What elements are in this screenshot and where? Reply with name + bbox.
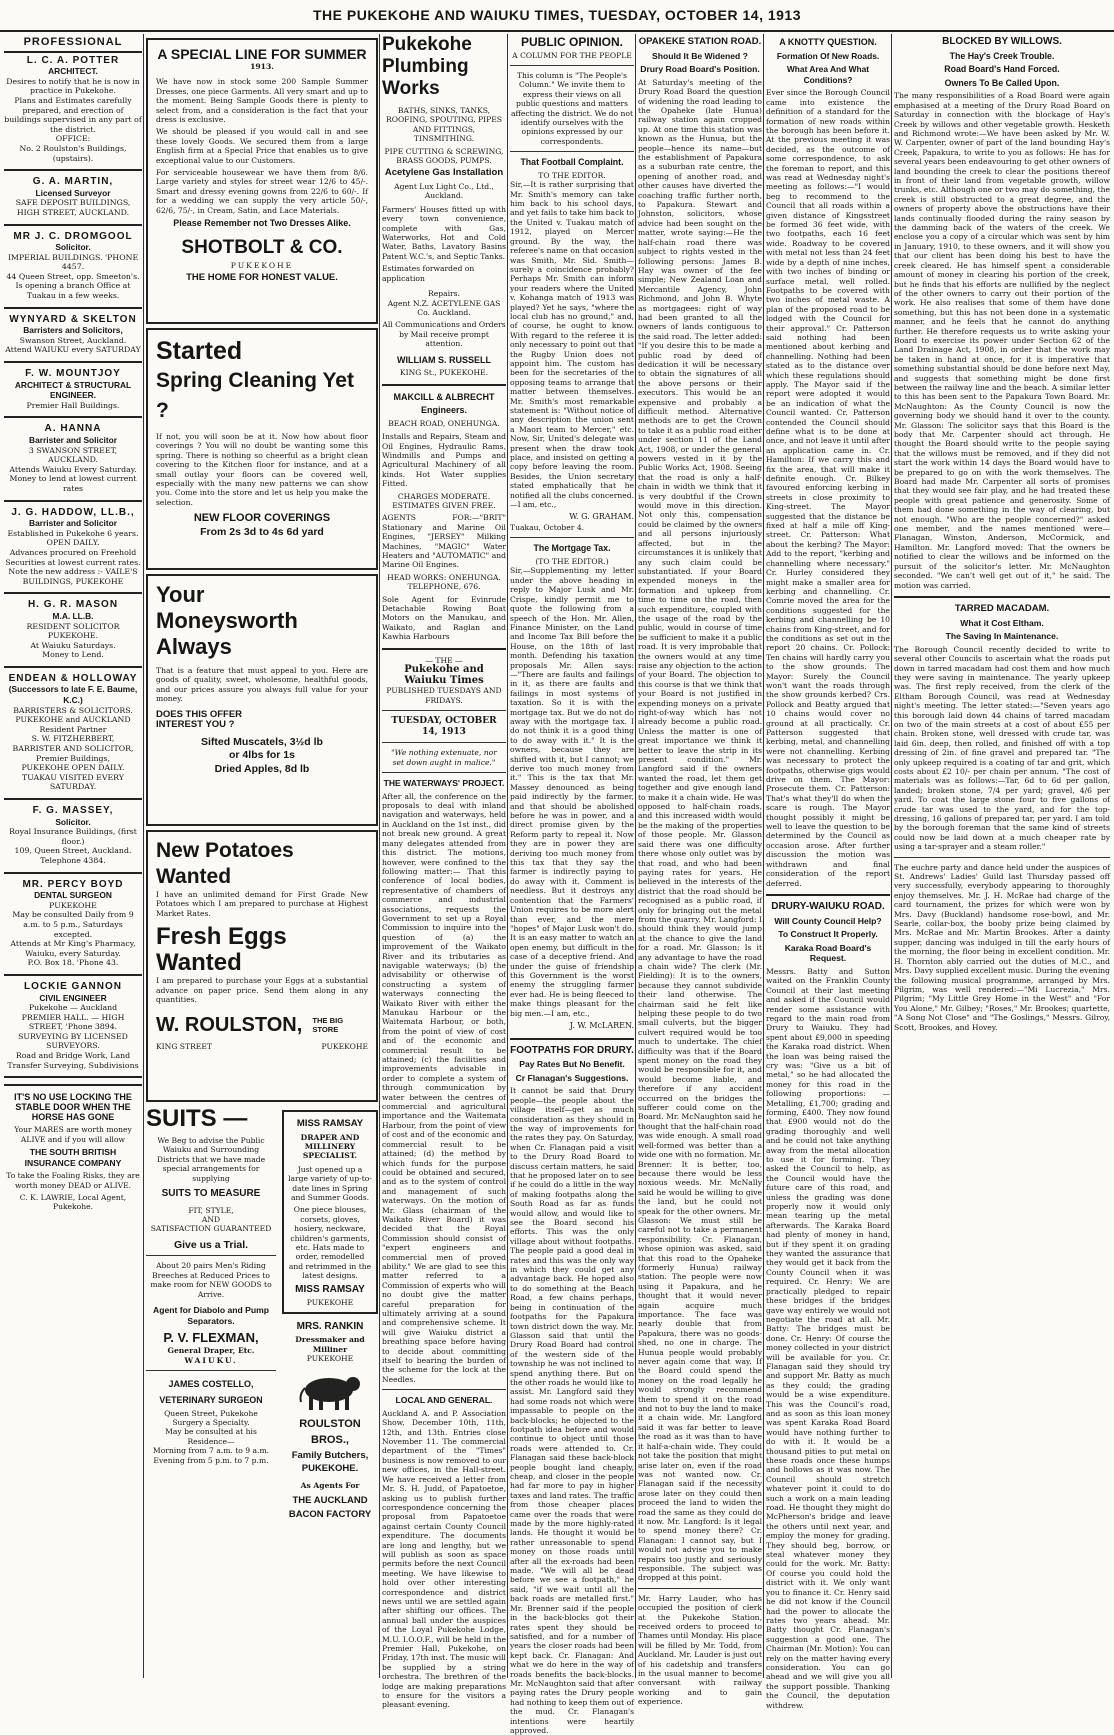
plumb-l5: Farmers' Houses fitted up with every town convenience, complete with Gas, Waterworks, Hot and Cold Water, Baths, Lavatory Basins Patent W.C.'s, and Septic Tanks. [382,204,506,261]
moneysworth-2: Moneysworth [156,608,298,633]
divider [4,1076,142,1078]
ramsay-ad [282,1110,378,1314]
willows-body: The many responsibilities of a Road Board were again emphasised at a meeting of the Drury Road Board on Saturday in connection with the blockage of Hay's Creek by willows and other vegetable growth. Hesketh and Richmond wrote:—We have been asked by Mr. W. W. Carpenter, owner of part of the land bounding Hay's Creek, Papakura, to write to you as follows: He has for several years been endeavouring to get other owners of land bounding the creek to clear the positions thereof in front of their land from vegetable growth, willow trunks, etc. Although one or two may do something, the creek is still obstructed to a great degree, and the owners of property above the obstructions have their lands continually flooded during the rainy season by the damming back of the waters of the creek. We enclose you a copy of a circular which was sent by him in January, 1910, to these owners, and it will show you that our client has been doing his best to have the creek cleared. He has himself spent a considerable amount of money in clearing his portion of the creek, but he finds that his efforts are nullified by the neglect of the other owners to carry out their portion of the work. He also realises that some of them have done something, but this has not been done in a systematic manner, and he feels that he cannot do anything further. He therefore requests us to write asking your Board to exercise its power under Section 62 of the Land Drainage Act, 1908, in order that the work may be taken in hand at once, for it is imperative that something substantial should be done before next May, and suggests that something might be done first between the railway line and the beach. A similar letter to this has been sent to the Papakura Town Board. Mr. McNaughton: As the County Council is now the governing body we should hand it over to the county. Mr. Glasson: The solicitor says that this Board is the body that Mr. Carpenter should act through. He thought the Board should write to the people saying that the willows must be removed, and if they did not start the work within 14 days the Board would have to be prepared to go on with the work themselves. The Board had made Mr. Carpenter all sorts of promises that they would see fair play, and he had treated these people with great patience and generosity. Some of them had done something in the way of clearing, but not enough. "Who are the people concerned?" asked one member, and the names mentioned were—Flanagan, Winston, Anderson, McCormick, and Hamilton. Mr. Langford moved: That the owners be notified to clear the willows and be informed on the pursuit of the solicitor's letter. Mr. McNaughton seconded. "We can't well get out of it," he said. The motion was carried. [894,91,1110,590]
flexman-firm: P. V. FLEXMAN, [163,1330,259,1346]
card-line: Attend WAIUKU every SATURDAY [5,345,141,355]
card-name: F. W. MOUNTJOY [25,368,121,380]
card-line: Attends at Mr King's Pharmacy, Waiuku, every Saturday. [10,939,136,958]
column-rule [635,34,636,1678]
knotty-column [766,34,890,1710]
vet-l4: Morning from 7 a.m. to 9 a.m. [152,1446,270,1456]
card-line: Established in Pukekohe 6 years. [7,528,139,538]
advertising-column [146,34,378,1678]
card-line: Attends Waiuku Every Saturday. [9,464,137,474]
professional-header: PROFESSIONAL [4,37,142,53]
card-line: Royal Insurance Buildings, (first floor.) [9,827,137,846]
moneysworth-ad [146,574,378,826]
moneysworth-3: Always [156,634,232,659]
flexman-sub: General Draper, Etc. [167,1346,255,1356]
makcill-sole: Sole Agent for Evinrude Detachable Rowing Boat Motors on the Manukau, and Waikato, and Raglan and Kawhia Harbours [382,594,506,642]
card-line: PUKEKOHE and AUCKLAND [15,715,131,725]
column-rule [143,34,144,1678]
rankin-name: MRS. RANKIN [296,1320,364,1332]
opakeke-column [638,34,763,1707]
ramsay-body: Just opened up a large variety of up-to-date lines in Spring and Summer Goods. [288,1164,372,1203]
card-line: S. W. FITZHERBERT, [31,734,115,744]
card-title: DENTAL SURGEON [34,890,112,901]
card-line: PUKEKOHE [49,900,97,910]
summer-year: 1913. [250,62,274,71]
drury-sub-3: Karaka Road Board's Request. [784,942,872,964]
card-title: Barristers and Solicitors, [23,325,123,336]
tarred-body: The Borough Council recently decided to write to several other Councils to ascertain what the roads put down in tarred macadam had cost them and how much they were saving in maintenance. The yearly upkeep was. The first reply received, from the clerk of the Eltham Borough Council, was read at Wednesday night's meeting. The letter stated:—"Seven years ago this borough laid down 44 chains of tarred macadam on two of the main streets at a cost of about £55 per chain. Broken stone, well dressed with crude tar, was laid 6in. deep, then rolled, and finished off with a top dressing of 2in. of fine gravel and prepared tar. "The only upkeep required is a coating of tar and grit, which costs about £2 10/- per chain per annum. "The cost of materials was as follows:—Tar, 6d to 6d per gallon, landed; broken stone, 7/4 per yard; gravel, 4/6 per yard. To coat the large stone four to five gallons of crude tar was used to the yard, and for the top-dressing, 16 gallons of prepared tar, per yard. I am told by the borough foreman that the same kind of streets could now be laid down at a much cheaper rate by using a tar-sprayer and a steam roller." [894,644,1110,852]
knotty-sub: Formation Of New Roads. [776,50,880,61]
roulston-town: PUKEKOHE [321,1042,368,1052]
plumb-l8: Agent N.Z. ACETYLENE GAS Co. Auckland. [387,298,501,317]
big-store-tag [312,1016,343,1035]
tarred-sub: What it Cost Eltham. [960,617,1044,628]
professional-card [4,674,142,792]
divider [510,65,634,66]
professional-card [4,508,142,587]
willows-sub: The Hay's Creek Trouble. [949,50,1055,61]
rankin-town: PUKEKOHE [306,1354,354,1364]
masthead: THE PUKEKOHE AND WAIUKU TIMES, TUESDAY, OCTOBER 14, 1913 [0,0,1114,32]
insurance-company: THE SOUTH BRITISH INSURANCE COMPANY [24,1147,122,1168]
card-name: ENDEAN & HOLLOWAY [8,672,138,684]
card-line: Road and Bridge Work, Land Transfer Surveying, Subdivisions [7,1051,139,1070]
plumbing-column [382,34,506,1710]
plumbing-title-3: Works [382,78,440,99]
card-title: Barrister and Solicitor [29,435,117,445]
vet-name: JAMES COSTELLO, [168,1379,254,1390]
russell-addr: KING St., PUKEKOHE. [399,368,489,378]
offer-line-1: DOES THIS OFFER [156,708,243,720]
football-body: Sir,—It is rather surprising that Mr. Smith's memory can take him back to his school days, and yet fails to take him back to the United v. Tuakau match of 1912, played on Mercer ground. By the way, the referee's name on that occasion was Smith, Mr. Sid. Smith—surely a coincidence probably? Perhaps Mr. Smith can inform your readers where the United v. Kohanga match of 1913 was played? Yet he says, "where the local club has no ground," and, of course, he ought to know. With regard to the referee it is only necessary to point out that the Rugby Union does not appoint him. The custom has been for the secretaries of the opposing teams to arrange that matter between themselves. Mr. Smith's most remarkable statement is: "Without notice of any description the union sent a Maori team to Mercer," etc. Now, Sir, United's delegate was present when the draw took place, and insisted on getting a copy before leaving the room. Besides, the Union secretary stated emphatically that he notified all the clubs concerned.—I am, etc., [510,180,634,510]
spring-title-2: Spring Cleaning Yet ? [156,369,354,422]
right-small-ads [282,1106,378,1523]
professional-card [4,806,142,866]
divider [4,974,142,976]
card-line: TUAKAU VISITED EVERY SATURDAY. [22,772,124,792]
footpaths-sub-2: Cr Flanagan's Suggestions. [515,1072,629,1083]
card-line: May be consulted Daily from 9 a.m. to 5 p.m., Saturdays excepted. [12,910,134,939]
card-line: Desires to notify that he is now in practice in Pukekohe. [6,76,140,96]
makcill-agents: AGENTS FOR:—"BRIT" Stationary and Marine Oil Engines, "JERSEY" Milking Machines, "MAGIC" Water Heaters and "AUTOMATIC" and Marine Oil Engines. [382,513,506,570]
opakeke-sub: Should It Be Widened ? [652,50,748,61]
professional-card [4,424,142,493]
butchers-l1: As Agents For [300,1480,360,1490]
card-title: (Successors to late F. E. Baume, K.C.) [8,684,138,706]
professional-column [4,34,142,1678]
knotty-headline: A KNOTTY QUESTION. [779,37,877,47]
vet-l1: Queen Street, Pukekohe [164,1408,258,1418]
opakeke-sub-2: Drury Road Board's Position. [640,64,760,75]
drury-headline: DRURY-WAIUKU ROAD. [771,900,885,912]
divider [382,1389,506,1390]
card-name: H. G. R. MASON [27,599,119,611]
plumbing-title-1: Pukekohe [382,34,472,55]
suits-l1: We Beg to advise the Public Waiuku and Surrounding Districts that we have made special arrangements for supplying [156,1136,266,1183]
summer-p3: For serviceable housewear we have them from 8/6. Large variety and styles for street wear 12/6 to 45/-. Smart and dressy evening gowns from 22/6 to 60/-. If for a wedding we can supply the very article 50/-, 62/6, 75/-, in Cream, Satin, and Lace Materials. [156,168,368,215]
butchers-l2: THE AUCKLAND [292,1495,368,1507]
card-title: M.A. LL.B. [52,610,94,621]
divider [4,872,142,874]
suits-l8: Agent for Diabolo and Pump Separators. [152,1305,269,1326]
card-line: IMPERIAL BUILDINGS. 'PHONE 4457. [7,252,139,272]
divider [766,894,890,896]
butchers-name: ROULSTON BROS., [299,1417,361,1446]
insurance-headline: IT'S NO USE LOCKING THE STABLE DOOR WHEN THE HORSE HAS GONE [14,1092,132,1123]
plumb-l4: Agent Lux Light Co., Ltd., Auckland. [394,182,494,201]
professional-card [4,232,142,301]
suits-l6: Give us a Trial. [173,1238,249,1251]
professional-card [4,315,142,355]
card-line: Telephone 4384. [40,855,106,865]
eggs-body: I am prepared to purchase your Eggs at a substantial advance on paper price. Send them along in any quantities. [156,976,368,1005]
public-opinion-intro: This column is "The People's Column." We invite them to express their views on all public questions and matters affecting the district. We do not identify ourselves with the opinions expressed by our correspondents. [510,71,634,146]
ox-illustration [295,1368,365,1412]
flexman-town: WAIUKU. [184,1355,238,1365]
card-line: Premier Hall Buildings. [26,400,120,410]
divider [382,648,506,650]
willows-sub-2: Road Board's Hand Forced. [944,64,1060,75]
mortgage-to: (TO THE EDITOR.) [535,557,609,567]
card-title: Solicitor. [55,242,91,253]
divider [4,307,142,309]
big-store-2: STORE [312,1025,339,1035]
paper-pub: PUBLISHED TUESDAYS AND FRIDAYS. [386,686,502,705]
suits-l5: SATISFACTION GUARANTEED [150,1224,272,1234]
makcill-name: MAKCILL & ALBRECHT [393,391,495,402]
summer-p1: We have now in stock some 200 Sample Summer Dresses, one piece Garments. All very smart and up to the moment. Being Sample Goods there is plenty to select from, and a consideration is the fact that your dress is exclusive. [156,77,368,125]
divider [510,151,634,152]
card-title: ARCHITECT. [48,66,98,77]
card-line: RESIDENT SOLICITOR [26,621,120,631]
waterways-headline: THE WATERWAYS' PROJECT. [383,778,505,789]
divider [382,384,506,386]
roulston-name: W. ROULSTON, [156,1014,303,1037]
public-opinion-column [510,34,634,1735]
card-line: 44 Queen Street, opp. Smeeton's. [6,271,140,281]
card-line: SAFE DEPOSIT BUILDINGS, HIGH STREET, AUCKLAND. [15,198,131,217]
spring-cleaning-ad [146,328,378,570]
floor-price: From 2s 3d to 4s 6d yard [200,525,324,538]
column-rule [891,34,892,1678]
mortgage-signature: J. W. McLAREN. [569,1020,634,1030]
drury-sub: Will County Council Help? [774,915,882,926]
shotbolt-firm: SHOTBOLT & CO. [181,236,343,258]
roulston-address [156,1042,368,1051]
insurance-body: Your MARES are worth money ALIVE and if you will allow [14,1125,132,1144]
knotty-body: Ever since the Borough Council came into existence the definition of a standard for the formation of new roads within the borough has been before it. At the previous meeting it was decided, as the outcome of some correspondence, to ask the foreman to report, and this was read at Wednesday night's meeting as follows:—"I would beg to recommend to the Council that all roads within a given distance of Kingsstreet be formed 36 feet wide, with two footpaths, each 16 feet wide. Roadway to be covered with metal not less than 24 feet wide by a depth of nine inches, with two inches of binding or surface metal, well rolled. Footpaths to be covered with two inches of metal waste. A plan of the proposed road to be lodged with the Council for their approval." Cr. Patterson said nothing had been mentioned about kerbing and channelling. Nothing had been stated as to the distance over which these regulations should apply. The Mayor said if the report were adopted it would be an indication of what the Council wanted. Cr. Patterson contended the Council should define what is to be done at once, and not leave it until after an application came in. Cr. Hamilton: If we carry this and fix the area, that will make it definite enough. Cr. Bilkey favoured enforcing kerbing in streets in close proximity to King-street. The Mayor suggested that the distance be fixed at half a mile off King-street. Cr. Patterson: What about the kerbing? The Mayor: Add to the report, "kerbing and channelling where necessary." Cr. Hurley considered they might make a smaller area for kerbing and channelling. Cr. Comrie moved the area for the conditions suggested for the kerbing and channelling be 10 chains from King-street, and for the conditions as set out in the report 20 chains. Cr. Pollock: Ten chains will hardly carry you to the show grounds. The Mayor: Surely the Council won't want the roads through the show grounds kerbed? Crs. Pollock and Beatty argued that 10 chains would cover no ground at all practically. Cr. Patterson suggested that kerbing, metal, and channelling were not channelling. Kerbing was necessary to protect the footpaths, otherwise gigs would drive on them. The Mayor: Prosecute them. Cr. Patterson: That's what they'll do when the scare is rough. The Mayor thought possibly it might be well to leave the question to be determined by the Council as occasion arose. After further discussion the motion was withdrawn and final consideration of the report deferred. [766,88,890,888]
card-line: Note the new address :- VAILE'S BUILDINGS, PUKEKOHE [8,567,138,586]
column-rule [763,34,764,1678]
divider [510,1038,634,1040]
divider [4,169,142,171]
suits-ad [146,1106,276,1523]
card-line: 3 SWANSON STREET, AUCKLAND. [28,445,118,465]
suits-l4: AND [201,1215,221,1225]
football-signature: W. G. GRAHAM. [569,512,634,522]
card-line: No. 2 Roulston's Buildings, (upstairs). [19,143,127,163]
professional-card [4,982,142,1070]
suits-title: SUITS — [146,1105,248,1132]
opakeke-headline: OPAKEKE STATION ROAD. [638,36,762,47]
motto-2: set down aught in malice." [392,757,496,767]
roulston-signature [156,1012,368,1038]
divider [510,537,634,538]
insurance-agent: C. K. LAWRIE, Local Agent, Pukekohe. [19,1193,127,1212]
makcill-head: HEAD WORKS: ONEHUNGA. TELEPHONE, 676. [387,572,501,592]
euchre-paragraph: The euchre party and dance held under the auspices of St. Andrews' Ladies' Guild last Thursday passed off very successfully, everybody appearing to thoroughly enjoy themselves. Mr. J. H. McRae had charge of the card tournament, the prizes for which were won by Mrs. Davy (Buckland) handsome rose-bowl, and Mr. Searle, collar-box, the booby prize being claimed by Mrs. McRae and Mr. Martin Brookes. After a dainty supper, dancing was indulged in till the early hours of the morning, the floor being in excellent condition. Mr. H. Thornton ably carried out the duties of M.C., and Mrs. Davy supplied excellent music. During the evening the following musical programme, arranged by Mrs. Pilgrim, was well rendered:—"Mi Lucrezia," Mrs. Pilgrim; "My Little Grey Home in the West" and "For You Alone," Mr. Gilbey; "Roses," Mr. Brookes; quartette, "A Song Not Close" and "The Goslings," Messrs. Gilroy, Scott, Brookes, and Hovey. [894,862,1111,1032]
professional-card [4,369,142,410]
card-line: PUKEKOHE. [47,631,99,641]
card-line: PREMIER HALL. — HIGH STREET, 'Phone 3894. [21,1012,125,1032]
footpaths-body: It cannot be said that Drury people—the people about the village itself—get as much consideration as they should in the way of improvements for the rates they pay. On Saturday, when Cr. Flanagan paid a visit to the Drury Road Board to discuss certain matters, he said that he proposed later on to see if he could do a little in the way of making footpaths along the South Road as far as funds would allow, and would like to see the Board second his efforts. This was the only village about without footpaths. The people paid a good deal in rates and this was the only way in which they could get any advantage back. He hoped also to do something at the Beach Road, a few chains perhaps, being in continuation of the footpaths for the Papakura town district down the way. Mr. Glasson said that until the Drury Road Board had control of the western side of the township he was not inclined to spend anything there. But on the other roads he would like to assist. Mr. Langford said they had some roads not which were impassable to people on the back-blocks; he objected to the footpath idea before and would continue to object until those roads were attended to. Cr. Flanagan said these back-block people bought land cheaply, cheap, and closer in the people had far more to pay in higher taxes and land rates. The traffic from those cheaper places came over the roads that were made by the more highly-rated lands. He thought it would be rather unreasonable to spend money on those roads until after all the ex-roads had been made. "We will all be dead before we see a footpath," he said, "if we wait until all the back roads are metalled first." Mr. Brenner said if the people in the back-blocks got their rates spent they should be satisfied, and for a number of years the closer roads had been kept back. Cr. Flanagan: And what we do here in the way of roads benefits the back-blocks. Mr. McNaughton said that after paying rates the Drury people had nothing to keep them out of the mud. Cr. Flanagan's intentions were heartily approved. [510,1086,634,1735]
shotbolt-slogan: THE HOME FOR HONEST VALUE. [186,272,338,284]
vet-l3: May be consulted at his Residence— [165,1427,257,1446]
ramsay-name: MISS RAMSAY [296,1118,364,1129]
plumb-l1: BATHS, SINKS, TANKS, ROOFING, SPOUTING, PIPES AND FITTINGS, TINSMITHING. [386,106,502,144]
mortgage-headline: The Mortgage Tax. [533,543,611,554]
suits-l2: SUITS TO MEASURE [161,1188,261,1200]
muscatels-bulk: or 4lbs for 1s [229,749,295,762]
offer-line-2: INTEREST YOU ? [156,719,235,731]
divider [382,742,506,743]
local-body: Auckland A. and P. Association Show, December 10th, 11th, 12th, and 13th. Entries close November 11. The commercial department of the "Times" business is now removed to our new offices, in the Hall-street. We have received a letter from Mr. S. H. Judd, of Papatoetoe, asking us to publish further correspondence concerning the proposal from Papatoetoe against certain County Council expenditure. The documents are long and lengthy, but we will publish as soon as space permits before the next Council meeting. We have likewise to hold over other interesting correspondence and district news until we are settled again after shifting our offices. The annual ball under the auspices of the Loyal Pukekohe Lodge, M.U. I.O.O.F., will be held in the Premier Hall, Pukekohe, on Friday, 17th inst. The music will be supplied by a string orchestra. The brethren of the lodge are making preparations to ensure for the visitors a pleasant evening. [382,1408,506,1710]
divider [4,592,142,594]
divider [638,1588,762,1589]
roulston-store-ad [146,830,378,1102]
summer-dresses-ad [146,38,378,324]
apples-price: Dried Apples, 8d lb [214,763,310,775]
divider [4,224,142,226]
ramsay-name-2: MISS RAMSAY [295,1283,365,1295]
footpaths-headline: FOOTPATHS FOR DRURY. [510,1044,634,1056]
column-rule [379,34,380,1678]
suits-l7: About 20 pairs Men's Riding Breeches at Reduced Prices to make room for NEW GOODS to Arrive. [150,1261,272,1299]
moneysworth-body: That is a feature that must appeal to you. Here are goods of quality, sweet, wholesome, healthful goods, and our prices assure you always full value for your money. [156,666,368,704]
vet-l2: Surgery a Specialty. [172,1418,250,1428]
card-name: J. G. HADDOW, LL.B., [11,506,135,518]
ramsay-body-2: One piece blouses, corsets, gloves, hosiery, neckware, children's garments, etc. Hats made to order, remodelled and retrimmed in the latest designs. [288,1205,372,1281]
divider [894,857,1110,858]
footpaths-sub-1: Pay Rates But No Benefit. [519,1059,625,1070]
card-line: BARRISTER AND SOLICITOR, [12,744,134,754]
tarred-sub-2: The Saving In Maintenance. [945,631,1059,642]
spring-title-1: Started [156,337,243,365]
lower-ads [146,1106,378,1523]
waterways-body: After all, the conference on the proposals to deal with inland navigation and waterways, held in Auckland on the 1st inst., did not break new ground. A great many delegates attended from this district. The motions, however, were confined to the following matter:— That this conference of local bodies, representative of chambers of commerce and industrial associations, requests the Government to set up a Royal Commission to inquire into the question of (a) the improvement of the Waikato River and its tributaries as navigable waterways; (b) the advisability or otherwise of constructing a system of waterways connecting the Waikato River with either the Manukau Harbour or the Waitemata Harbour, or both, from the point of view of cost and of the economic and commercial result to be attained; (c) the facilities and improvements advisable in order to complete a system of through communication by water between the centres of commercial and agricultural importance and the Waitemata Harbour, from the point of view of cost and of the economic and commercial result to be attained; (d) the method by which funds for the purpose could be obtained and secured, and as to the system of control and management of such waterways. On the motion of Mr. Glass (chairman of the Waikato River Board) it was decided that the Royal Commission should consist of "expert engineers and commercial men of proved ability." We are glad to see this matter referred to a Commission of experts who will no doubt give the matter careful preparation for ultimately arriving at a sound and comprehensive scheme. It will give Waiuku district a breathing space before having to decide about committing itself to bearing the burden of the scheme for the lock at the Needles. [382,791,506,1384]
makcill-est: CHARGES MODERATE. ESTIMATES GIVEN FREE. [392,491,496,510]
potatoes-body: I have an unlimited demand for First Grade New Potatoes which I am prepared to purchase at Highest Market Rates. [156,890,368,918]
ramsay-sub: DRAPER AND MILLINERY SPECIALIST. [300,1132,360,1161]
card-line: BARRISTERS & SOLICITORS. [13,705,133,715]
professional-cards [4,56,142,1079]
potatoes-title: New Potatoes Wanted [156,839,294,888]
local-headline: LOCAL AND GENERAL. [395,1395,493,1406]
drury-body: Messrs. Batty and Sutton waited on the Franklin County Council at their last meeting and asked if the Council would render some assistance with regard to the main road from Drury to Waiuku. They had spent about £9,000 in speeding the Karaka road district. When the loan was being raised the cry was: "Give us a bit of metal," so he had allocated the money for this road in the following proportions: —Metalling, £1,700; grading and forming, £400. They now found that £900 would not do the grading thoroughly and well and he could not take anything away from the metal allocation to use it for forming. They asked the Council to help, as the Council would have the future care of this road, and unless the grading was done properly now it would only mean tearing up the metal afterwards. The Karaka Board had plenty of money in hand, but if they spent it on grading they wanted the assurance that they would get it back from the County Council when it was required. Cr. Henry: We are practically pledged to repair these bridges if the bridges gave way entirely we would not negotiate the road at all. Mr. Batty: The bridges must be done. Cr. Henry: Of course the money collected in your district will be available for you. Cr. Flanagan said they should try and support Mr. Batty as much as they could; the grading would be a wise expenditure. This was the Council's road, and as soon as this loan money was spent Karaka Road Board would have nothing further to do with it. It would be a thousand pities to put metal on these roads once these humps and hollows as it was now. The Council should stretch whatever point it could to do such a work on a main leading road. He thought they might do McPherson's bridge and leave the others until next year, and employ the money for grading. They should beg, borrow, or steal whatever money they could for the work. Mr. Batty: Of course you could hold the district with it. We only want you to finance it. Cr. Henry said he did not know if the Council had the power to allocate the rates two years ahead. Mr. Batty thought Cr. Flanagan's suggestion a good one. The Chairman (Mr. Motion): You can rely on the matter having every consideration. You can go ahead and we will give you all the support possible. Thanking the Council, the deputation withdrew. [766,966,890,1710]
card-title: Licensed Surveyor [35,187,111,198]
mortgage-body: Sir,—Supplementing my letter under the above heading in reply to Major Lusk and Mr. Crispe, kindly permit me to quote the following from a speech of the Hon. Mr. Allen, Finance Minister, on the Land and Income Tax Bill before the House, on the 18th of last month. Defending his taxation proposals Mr. Allen says:—"There are faults and failings in it, as there are faults and failings in most systems of taxation. So it is with the mortgage tax. But we do not do away with the mortgage tax. I do not think it is a good thing to do away with it." It is the owners, because they are shifted with it, but I cannot; we derive too much money from it." This is the tax that Mr. Massey denounced as being paid indirectly by the farmer, and that should be abolished before he was in power, and a direct promise given by the Reform party to repeal it. Now they are in power they are deriving too much money from this tax that they say the farmer is indirectly paying to do away with it. Comment is needless. But it destroys any contention that the Farmers' Union requires to be more alert than ever, and the mere "hopes" of Major Lusk won't do. It is an easy matter to watch an open enemy, but difficult in the case of a deceptive friend. And under the guise of friendship this Government is the worst enemy the struggling farmer ever had. He is being fleeced to make things pleasant for the big men.—I am, etc., [510,566,634,1018]
floor-coverings: NEW FLOOR COVERINGS [193,512,331,525]
makcill-addr: BEACH ROAD, ONEHUNGA. [388,418,500,428]
card-name: WYNYARD & SKELTON [9,313,137,325]
makcill-body: Installs and Repairs, Steam and Oil Engines, Hydraulic Rams, Windmills and Pumps and Agricultural Machinery of all kinds. Hot Water supplies Fitted. [382,432,506,489]
divider [146,1255,276,1256]
plumb-l7: Repairs. [428,289,460,299]
card-name: G. A. MARTIN, [32,176,114,188]
butchers-town: PUKEKOHE. [301,1463,359,1475]
card-line: Money to Lend. [42,650,104,660]
summer-p2: We should be pleased if you would call in and see these lovely Goods. We secured them from a large English firm at a Special Price that enables us to give exceptional value to our Customers. [156,127,368,165]
public-opinion-headline: PUBLIC OPINION. [520,35,623,49]
card-title: Solicitor. [55,816,91,827]
card-line: Premier Buildings, [35,753,110,763]
eggs-title: Fresh Eggs Wanted [156,923,287,977]
card-title: CIVIL ENGINEER [39,992,107,1003]
card-name: L. C. A. POTTER [26,54,120,66]
paper-date: TUESDAY, OCTOBER 14, 1913 [391,716,497,737]
card-line: Money to lend at lowest current rates [9,474,137,493]
makcill-sub: Engineers. [420,405,467,416]
card-line: PUKEKOHE OPEN DAILY. [21,763,125,773]
card-line: Advances procured on Freehold Securities at lowest current rates. [5,547,141,567]
professional-card [4,56,142,164]
spring-body: If not, you will soon be at it. Now how about floor coverings ? You will no doubt be wanting some this spring. There is nothing so cheerful as a bright clean covering to the Kitchen floor for instance, and at a small outlay your floors can be covered well, especially with the many new patterns we can show you. Come into the store and let us help you make the selection. [156,432,368,507]
divider [382,772,506,773]
card-line: OFFICE: [55,134,91,144]
football-headline: That Football Complaint. [520,157,624,168]
card-line: At Waiuku Saturdays. [30,640,116,650]
plumbing-title-2: Plumbing [382,56,469,77]
divider [4,416,142,418]
knotty-sub-2: What Area And What Conditions? [786,64,870,85]
willows-sub-3: Owners To Be Called Upon. [944,77,1060,88]
card-name: MR J. C. DROMGOOL [13,230,133,242]
vet-l5: Evening from 5 p.m. to 7 p.m. [153,1455,269,1465]
butchers-sub: Family Butchers, [291,1449,369,1461]
card-line: Resident Partner [39,724,107,734]
football-place: Tuakau, October 4. [510,523,585,533]
russell-firm: WILLIAM S. RUSSELL [397,354,491,365]
card-name: A. HANNA [44,423,102,435]
card-line: P.O. Box 18. 'Phone 43. [27,958,119,968]
card-name: LOCKIE GANNON [24,980,122,992]
plumb-l3: Acetylene Gas Installation [384,167,504,179]
divider [382,710,506,711]
plumb-l9: All Communications and Orders by Mail receive prompt attention. [382,320,506,349]
divider [4,798,142,800]
card-title: ARCHITECT & STRUCTURAL ENGINEER. [14,379,132,401]
plumb-l2: PIPE CUTTING & SCREWING, BRASS GOODS, PUMPS. [384,146,504,166]
card-line: Pukekohe — Auckland [28,1003,118,1013]
tarred-headline: TARRED MACADAM. [954,602,1050,614]
card-line: SURVEYING BY LICENSED SURVEYORS. [18,1031,128,1051]
lauder-paragraph: Mr. Harry Lauder, who has occupied the position of clerk at the Pukekohe Station, received orders to proceed to Thames until Monday. His place will be filled by Mr. Todd, from Auckland. Mr. Lauder is just out of his cadetship and transfers in the usual manner to become conversant with railway working and to gain experience. [638,1593,762,1707]
card-line: Swanson Street, Auckland. [19,335,127,345]
divider [4,666,142,668]
divider [146,1370,276,1371]
card-line: 109, Queen Street, Auckland. [14,846,132,856]
divider [4,361,142,363]
moneysworth-1: Your [156,582,205,607]
professional-card [4,177,142,217]
plumb-l6: Estimates forwarded on application [382,264,475,283]
divider [894,596,1110,598]
suits-l3: FIT, STYLE, [188,1205,234,1215]
motto-1: "We nothing extenuate, nor [391,748,497,758]
professional-card [4,880,142,968]
professional-card [4,600,142,660]
summer-title: A SPECIAL LINE FOR SUMMER [157,46,367,62]
summer-p4: Please Remember not Two Dresses Alike. [173,218,351,229]
drury-sub-2: To Construct It Properly. [778,929,878,940]
card-line: Is opening a branch Office at Tuakau in a few weeks. [15,281,131,301]
column-rule [507,34,508,1678]
vet-title: VETERINARY SURGEON [159,1395,263,1406]
butchers-l3: BACON FACTORY [288,1508,372,1520]
divider [4,500,142,502]
insurance-tail: To take the Foaling Risks, they are worth money DEAD or ALIVE. [6,1171,140,1190]
card-name: F. G. MASSEY, [32,805,114,816]
shotbolt-town: PUKEKOHE [230,260,294,270]
willows-headline: BLOCKED BY WILLOWS. [942,36,1062,47]
ramsay-town: PUKEKOHE [306,1298,354,1308]
card-name: MR. PERCY BOYD [22,878,124,890]
card-title: Barrister and Solicitor [29,518,117,529]
roulston-street: KING STREET [156,1042,212,1052]
opakeke-body: At Saturday's meeting of the Drury Road Board the question of widening the road leading to the Opaheke (late Hunua) railway station again cropped up. At one time this station was known as the Hunua, but the people—hence its name—but the establishment of Papakura as a suburban rate centre, the opening of another road, and other causes have diverted the coaching traffic further north, to Papakura. Stewart and Johnston, solicitors, whose advice had been sought on the matter, wrote saying:—He the half-chain road there was subject to rights vested in the following persons: James B. Hay was owner of the fee simple; New Zealand Loan and Mercantile Agency, John Richmond, and John B. Whyte as mortgagees: right of way had been granted to all the owners of lands contiguous to the said road. The letter added: "If you desire this to be made a public road by deed of dedication it will be necessary to obtain the signatures of all the above persons or their executors. This would be an expensive and probably a difficult method. Alternative methods are to get the Crown to take it as a public road either under section 11 of the Land Act, 1908, or under the general powers vested in it by the Public Works Act, 1908. Seeing that the road is only a half-chain in width we think that it is very doubtful if the Crown would move in this direction. Not only this, compensation could be claimed by the owners and all persons injuriously affected, but in the circumstances it is unlikely that any such claim could be substantiated. If your Board expended moneys in the formation and upkeep from time to time on the road, then such expenditure, coupled with the usage of the road by the public, would in course of time be sufficient to make it a public road. It is very improbable that the owners would at any time raise any objection to the action of your Board. The objection to this course is that we think that your Board is not justified in expending moneys on a private right-of-way which has not already become a public road. Unless the matter is one of great importance we think it better to leave the strip in its present condition." Mr. Langford said if the owners wanted the road, let them get together and give enough land to make it a chain wide. He was opposed to half-chain roads, and this increased width would be the making of the properties of those people. Mr. Glasson said there was one difficulty there whose only outlet was by that road, and who had been paying rates for years. He believed in the interests of the district that the road should be recognised as a public road, if only for bringing out the metal from the quarry. Mr. Langford: I should think they would jump at the chance to give the land for a road. Mr. Glasson: Is it any advantage to have the road a chain wide? The clerk (Mr. Fielding): It is to the owners, because they cannot subdivide their land otherwise. The chairman said he felt like helping these people to do two small culverts, but the bigger culvert required would be too much to undertake. The chief difficulty was that if the Board spent money on the road they would be responsible for it, and would become liable, and therefore if any accident occurred on the bridges the sufferer could come on the Board. Mr. McNaughton said he thought that the half-chain road was wide enough. A small road well-formed was better than a wide one with no formation. Mr. Brenner: It is better, too, because there would be less noxious weeds. Mr. McNally said he would be willing to give the land, but he could not speak for the other owners. Mr. Glasson: We must still be careful not to take a permanent responsibility. Cr. Flanagan, whose opinion was asked, said that this road to the Opaheke (formerly Hunua) railway station. The people were now using it Papakura, and he thought that it would never again acquire much importance. The face was nearly double that from Papakura, there was no goods-shed, no one in charge. The Hunua people would probably never again come that way. If the Board could spend the money on the road legally he would strongly recommend them to spend it on the road and not to buy the land to make it a chain wide. Mr. Langford said it was far better to leave the road as it was than to have it half-a-chain wide. They could not take the position that might arise later on, even if the road was not wanted now. Cr. Flanagan said if the necessity arose later on they could then proceed the land to widen the road the same as they could do it now. Mr. Langford: Is it legal to spend money there? Cr. Flanagan: I cannot say, but I would not advise you to make repairs too justly and seriously responsible. The subject was dropped at this point. [638,77,763,1583]
rankin-sub: Dressmaker and Milliner [295,1335,365,1354]
paper-name: Pukekohe and Waiuku Times [404,664,484,686]
football-to: TO THE EDITOR. [538,170,606,180]
willows-column [894,34,1110,1678]
card-line: Plans and Estimates carefully prepared, and erection of buildings supervised in any part of the district. [4,95,142,134]
big-store-1: THE BIG [312,1016,344,1026]
public-opinion-sub: A COLUMN FOR THE PEOPLE [512,50,632,60]
paper-the: — THE — [425,655,463,665]
muscatels-price: Sifted Muscatels, 3½d lb [201,735,323,748]
divider [4,1084,142,1086]
card-line: OPEN DAILY. [46,538,100,548]
